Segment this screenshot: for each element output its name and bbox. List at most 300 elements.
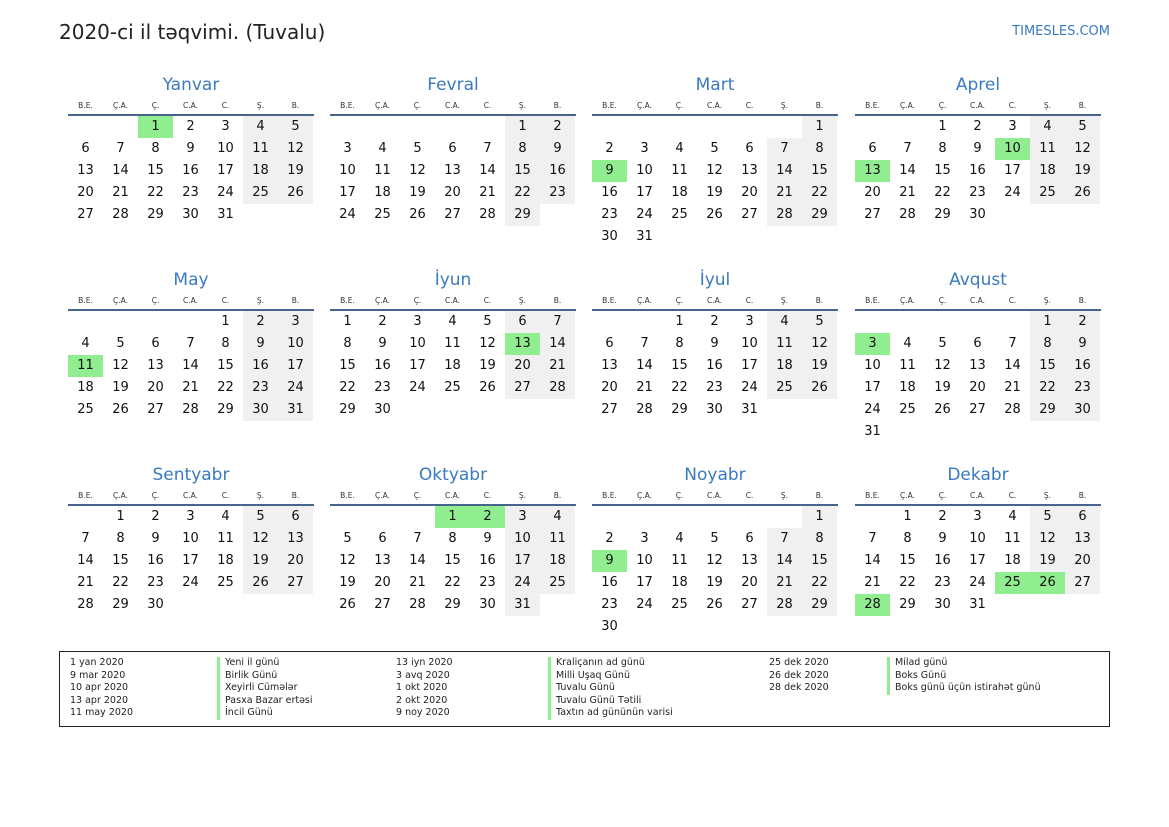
weekday-label: B. (553, 101, 562, 110)
legend-entry: 2 okt 2020 (396, 694, 448, 706)
day-cell: 7 (116, 141, 125, 156)
day-cell: 2 (378, 314, 387, 329)
weekday-label: Ç. (151, 491, 160, 500)
day-cell: 17 (182, 553, 199, 568)
day-cell: 5 (1030, 506, 1065, 528)
day-cell: 12 (112, 358, 129, 373)
empty-cell (627, 506, 662, 528)
day-cell: 26 (409, 207, 426, 222)
day-cell: 23 (182, 185, 199, 200)
weekday-label: C. (483, 296, 492, 305)
day-cell: 13 (77, 163, 94, 178)
day-cell: 22 (671, 380, 688, 395)
weekday-label: C. (1008, 296, 1017, 305)
holiday-day: 9 (592, 160, 627, 182)
day-cell: 9 (243, 333, 278, 355)
empty-cell (890, 311, 925, 333)
weekday-label: B. (815, 101, 824, 110)
day-cell: 21 (112, 185, 129, 200)
legend-entry: Boks günü üçün istirahət günü (887, 682, 1041, 695)
empty-cell (173, 311, 208, 333)
day-grid (68, 311, 314, 421)
day-cell: 27 (374, 597, 391, 612)
month-name: Oktyabr (418, 465, 488, 485)
empty-cell (138, 311, 173, 333)
day-cell: 5 (243, 506, 278, 528)
day-cell: 3 (640, 141, 649, 156)
weekday-label: Ç.A. (112, 101, 128, 110)
day-cell: 5 (116, 336, 125, 351)
weekday-header (68, 489, 314, 506)
weekday-header (68, 294, 314, 311)
empty-cell (592, 506, 627, 528)
empty-cell (767, 506, 802, 528)
day-cell: 1 (343, 314, 352, 329)
day-cell: 28 (479, 207, 496, 222)
day-cell: 15 (934, 163, 951, 178)
day-cell: 16 (934, 553, 951, 568)
weekday-header (330, 99, 576, 116)
weekday-label: Ç. (413, 491, 422, 500)
day-cell: 18 (444, 358, 461, 373)
day-cell: 27 (77, 207, 94, 222)
holiday-day: 25 (995, 572, 1030, 594)
weekday-label: Ç. (413, 296, 422, 305)
holiday-day: 9 (592, 550, 627, 572)
day-cell: 21 (479, 185, 496, 200)
day-cell: 25 (899, 402, 916, 417)
empty-cell (697, 116, 732, 138)
day-cell: 20 (444, 185, 461, 200)
day-cell: 18 (1004, 553, 1021, 568)
day-grid (68, 116, 314, 226)
day-cell: 28 (767, 204, 802, 226)
month-5 (68, 269, 314, 421)
weekday-label: Ş. (780, 101, 789, 110)
day-cell: 17 (217, 163, 234, 178)
holiday-day: 1 (138, 116, 173, 138)
day-cell: 9 (710, 336, 719, 351)
empty-cell (662, 506, 697, 528)
weekday-label: Ç. (938, 491, 947, 500)
day-cell: 17 (339, 185, 356, 200)
day-cell: 18 (899, 380, 916, 395)
day-cell: 8 (505, 138, 540, 160)
legend-entry: 26 dek 2020 (769, 669, 829, 681)
day-cell: 14 (864, 553, 881, 568)
day-cell: 21 (409, 575, 426, 590)
day-cell: 12 (1065, 138, 1100, 160)
day-cell: 23 (601, 597, 618, 612)
day-cell: 20 (601, 380, 618, 395)
day-cell: 12 (409, 163, 426, 178)
legend-entry: 3 avq 2020 (396, 669, 450, 681)
weekday-label: Ş. (518, 101, 527, 110)
day-cell: 30 (479, 597, 496, 612)
day-cell: 12 (706, 163, 723, 178)
day-cell: 17 (864, 380, 881, 395)
weekday-label: B.E. (340, 101, 355, 110)
day-cell: 7 (186, 336, 195, 351)
day-cell: 30 (1065, 399, 1100, 421)
empty-cell (400, 116, 435, 138)
day-cell: 24 (339, 207, 356, 222)
day-grid (592, 116, 838, 248)
day-cell: 3 (343, 141, 352, 156)
weekday-label: Ç. (675, 296, 684, 305)
day-cell: 31 (278, 399, 313, 421)
day-cell: 10 (339, 163, 356, 178)
day-cell: 9 (378, 336, 387, 351)
day-cell: 4 (243, 116, 278, 138)
day-grid (855, 311, 1101, 443)
weekday-header (592, 99, 838, 116)
day-cell: 25 (671, 207, 688, 222)
day-cell: 8 (116, 531, 125, 546)
day-cell: 28 (540, 377, 575, 399)
day-cell: 23 (479, 575, 496, 590)
day-cell: 29 (1030, 399, 1065, 421)
day-cell: 17 (636, 185, 653, 200)
day-cell: 16 (601, 185, 618, 200)
weekday-label: B.E. (602, 101, 617, 110)
weekday-label: C. (1008, 101, 1017, 110)
day-cell: 23 (1065, 377, 1100, 399)
day-cell: 4 (1030, 116, 1065, 138)
day-cell: 14 (182, 358, 199, 373)
day-cell: 7 (767, 528, 802, 550)
day-cell: 2 (1065, 311, 1100, 333)
day-cell: 10 (864, 358, 881, 373)
legend-names-3 (887, 657, 1041, 695)
day-cell: 30 (374, 402, 391, 417)
day-cell: 12 (934, 358, 951, 373)
weekday-label: C.A. (706, 491, 722, 500)
month-12 (855, 464, 1101, 616)
day-cell: 23 (969, 185, 986, 200)
day-cell: 1 (221, 314, 230, 329)
day-cell: 18 (374, 185, 391, 200)
day-cell: 20 (77, 185, 94, 200)
day-cell: 6 (868, 141, 877, 156)
day-cell: 3 (973, 509, 982, 524)
day-cell: 7 (540, 311, 575, 333)
day-cell: 13 (374, 553, 391, 568)
day-cell: 15 (444, 553, 461, 568)
day-cell: 14 (636, 358, 653, 373)
day-cell: 16 (601, 575, 618, 590)
weekday-label: C.A. (969, 101, 985, 110)
day-grid (592, 506, 838, 638)
brand-link[interactable]: TIMESLES.COM (1012, 24, 1110, 39)
day-cell: 14 (409, 553, 426, 568)
day-cell: 25 (243, 182, 278, 204)
day-cell: 14 (479, 163, 496, 178)
empty-cell (855, 116, 890, 138)
day-cell: 22 (444, 575, 461, 590)
empty-cell (330, 506, 365, 528)
weekday-label: C. (483, 491, 492, 500)
day-cell: 8 (802, 528, 837, 550)
weekday-label: B. (1078, 296, 1087, 305)
weekday-label: B.E. (78, 101, 93, 110)
day-cell: 21 (1004, 380, 1021, 395)
day-cell: 29 (217, 402, 234, 417)
weekday-label: Ş. (1043, 101, 1052, 110)
day-cell: 6 (605, 336, 614, 351)
day-cell: 19 (409, 185, 426, 200)
legend-entry: Yeni il günü (217, 657, 313, 670)
month-name: Mart (695, 75, 735, 95)
day-cell: 27 (278, 572, 313, 594)
weekday-label: Ç. (151, 101, 160, 110)
weekday-label: C.A. (706, 101, 722, 110)
day-cell: 19 (112, 380, 129, 395)
weekday-label: C. (745, 491, 754, 500)
empty-cell (330, 116, 365, 138)
day-cell: 2 (938, 509, 947, 524)
weekday-label: C. (745, 296, 754, 305)
empty-cell (767, 116, 802, 138)
day-cell: 8 (675, 336, 684, 351)
weekday-label: Ç.A. (374, 296, 390, 305)
day-cell: 22 (899, 575, 916, 590)
day-cell: 6 (973, 336, 982, 351)
day-cell: 12 (1030, 528, 1065, 550)
empty-cell (995, 311, 1030, 333)
holiday-day: 3 (855, 333, 890, 355)
day-cell: 31 (741, 402, 758, 417)
day-cell: 31 (217, 207, 234, 222)
day-cell: 11 (1004, 531, 1021, 546)
day-cell: 23 (374, 380, 391, 395)
day-cell: 4 (903, 336, 912, 351)
day-grid (330, 506, 576, 616)
day-cell: 11 (899, 358, 916, 373)
legend-entry: 25 dek 2020 (769, 657, 829, 668)
weekday-label: B.E. (602, 491, 617, 500)
empty-cell (103, 311, 138, 333)
day-cell: 16 (969, 163, 986, 178)
day-cell: 7 (868, 531, 877, 546)
weekday-label: B. (1078, 491, 1087, 500)
day-cell: 6 (505, 311, 540, 333)
day-cell: 9 (540, 138, 575, 160)
day-cell: 4 (378, 141, 387, 156)
weekday-label: Ç. (675, 491, 684, 500)
day-cell: 19 (802, 355, 837, 377)
day-cell: 13 (741, 553, 758, 568)
holiday-day: 11 (68, 355, 103, 377)
day-cell: 13 (1065, 528, 1100, 550)
empty-cell (68, 506, 103, 528)
day-cell: 19 (934, 380, 951, 395)
day-cell: 5 (278, 116, 313, 138)
day-cell: 1 (802, 506, 837, 528)
day-cell: 13 (969, 358, 986, 373)
legend-names-2 (548, 657, 673, 720)
day-cell: 3 (186, 509, 195, 524)
day-cell: 9 (151, 531, 160, 546)
day-cell: 15 (339, 358, 356, 373)
day-cell: 26 (706, 597, 723, 612)
day-cell: 3 (1008, 119, 1017, 134)
day-cell: 29 (802, 594, 837, 616)
day-cell: 13 (741, 163, 758, 178)
day-cell: 29 (505, 204, 540, 226)
day-cell: 28 (182, 402, 199, 417)
day-cell: 26 (706, 207, 723, 222)
weekday-label: B.E. (602, 296, 617, 305)
day-cell: 30 (601, 619, 618, 634)
day-cell: 6 (81, 141, 90, 156)
day-cell: 23 (147, 575, 164, 590)
day-cell: 25 (77, 402, 94, 417)
weekday-label: B.E. (340, 491, 355, 500)
day-cell: 4 (221, 509, 230, 524)
day-cell: 9 (973, 141, 982, 156)
weekday-label: C.A. (182, 296, 198, 305)
day-cell: 24 (278, 377, 313, 399)
weekday-label: Ş. (256, 101, 265, 110)
day-cell: 6 (378, 531, 387, 546)
legend-entry: 13 apr 2020 (70, 694, 129, 706)
day-cell: 18 (243, 160, 278, 182)
day-cell: 30 (969, 207, 986, 222)
day-cell: 12 (278, 138, 313, 160)
day-grid (330, 311, 576, 421)
day-cell: 20 (741, 185, 758, 200)
month-4 (855, 74, 1101, 226)
day-cell: 9 (938, 531, 947, 546)
day-cell: 5 (343, 531, 352, 546)
weekday-label: B.E. (865, 491, 880, 500)
legend-entry: 11 may 2020 (70, 707, 134, 719)
day-cell: 17 (741, 358, 758, 373)
weekday-label: C. (483, 101, 492, 110)
day-cell: 31 (969, 597, 986, 612)
day-cell: 21 (864, 575, 881, 590)
day-cell: 18 (671, 575, 688, 590)
day-cell: 22 (802, 572, 837, 594)
day-cell: 17 (636, 575, 653, 590)
day-cell: 27 (601, 402, 618, 417)
day-cell: 3 (221, 119, 230, 134)
day-cell: 20 (374, 575, 391, 590)
day-cell: 1 (675, 314, 684, 329)
day-cell: 6 (1065, 506, 1100, 528)
month-name: Noyabr (684, 465, 746, 485)
day-cell: 16 (706, 358, 723, 373)
day-cell: 15 (802, 550, 837, 572)
weekday-label: Ç.A. (636, 101, 652, 110)
day-cell: 6 (151, 336, 160, 351)
weekday-header (855, 489, 1101, 506)
day-cell: 24 (864, 402, 881, 417)
weekday-label: C.A. (444, 101, 460, 110)
day-cell: 22 (802, 182, 837, 204)
day-cell: 10 (969, 531, 986, 546)
day-cell: 2 (605, 531, 614, 546)
weekday-label: C.A. (969, 296, 985, 305)
day-cell: 1 (938, 119, 947, 134)
day-cell: 29 (339, 402, 356, 417)
month-3 (592, 74, 838, 248)
holiday-day: 2 (470, 506, 505, 528)
day-cell: 10 (182, 531, 199, 546)
day-cell: 29 (802, 204, 837, 226)
day-cell: 17 (505, 550, 540, 572)
day-cell: 16 (374, 358, 391, 373)
month-name: Avqust (949, 270, 1007, 290)
weekday-label: B.E. (340, 296, 355, 305)
day-cell: 29 (444, 597, 461, 612)
weekday-label: B. (291, 491, 300, 500)
day-cell: 16 (147, 553, 164, 568)
day-grid (855, 116, 1101, 226)
empty-cell (855, 506, 890, 528)
day-cell: 12 (339, 553, 356, 568)
weekday-header (330, 489, 576, 506)
day-cell: 11 (374, 163, 391, 178)
day-cell: 26 (112, 402, 129, 417)
empty-cell (890, 116, 925, 138)
legend-entry: 10 apr 2020 (70, 682, 129, 694)
day-cell: 27 (505, 377, 540, 399)
day-cell: 10 (741, 336, 758, 351)
day-cell: 14 (1004, 358, 1021, 373)
day-cell: 8 (1030, 333, 1065, 355)
month-name: Sentyabr (152, 465, 230, 485)
weekday-label: Ç. (938, 101, 947, 110)
day-cell: 30 (243, 399, 278, 421)
day-cell: 14 (77, 553, 94, 568)
legend-entry: İncil Günü (217, 707, 313, 720)
month-10 (330, 464, 576, 616)
weekday-label: Ç.A. (374, 101, 390, 110)
day-cell: 5 (483, 314, 492, 329)
legend-entry: Milad günü (887, 657, 1041, 670)
day-cell: 29 (147, 207, 164, 222)
day-cell: 16 (540, 160, 575, 182)
legend-entry: Pasxa Bazar ertəsi (217, 695, 313, 708)
empty-cell (68, 311, 103, 333)
day-cell: 28 (767, 594, 802, 616)
weekday-label: Ş. (1043, 296, 1052, 305)
day-cell: 11 (243, 138, 278, 160)
empty-cell (925, 311, 960, 333)
day-cell: 29 (899, 597, 916, 612)
month-name: İyul (699, 270, 731, 290)
weekday-label: B. (1078, 101, 1087, 110)
holiday-day: 26 (1030, 572, 1065, 594)
day-cell: 25 (444, 380, 461, 395)
day-cell: 26 (1065, 182, 1100, 204)
day-cell: 29 (934, 207, 951, 222)
month-name: Fevral (427, 75, 479, 95)
day-cell: 18 (540, 550, 575, 572)
day-cell: 15 (802, 160, 837, 182)
day-cell: 14 (767, 160, 802, 182)
day-cell: 19 (706, 575, 723, 590)
day-cell: 30 (934, 597, 951, 612)
day-grid (855, 506, 1101, 616)
day-cell: 7 (903, 141, 912, 156)
day-cell: 26 (802, 377, 837, 399)
legend-entry: Taxtın ad gününün varisi (548, 707, 673, 720)
legend-entry: Kraliçanın ad günü (548, 657, 673, 670)
day-cell: 3 (413, 314, 422, 329)
